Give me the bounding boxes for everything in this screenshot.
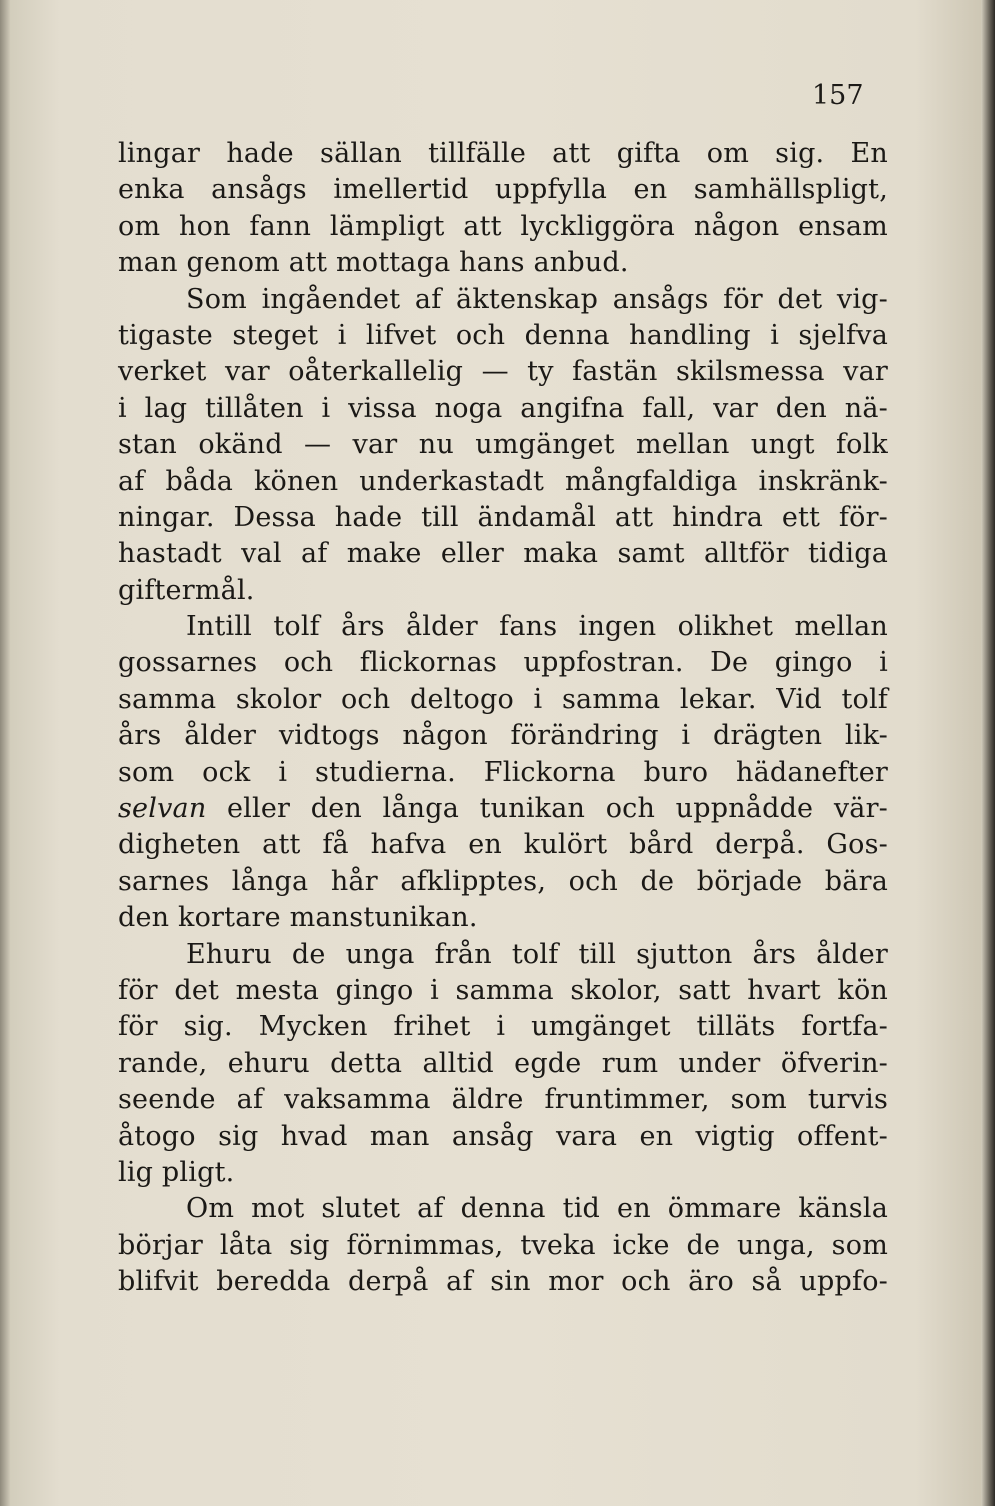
text-line: hastadt val af make eller maka samt alltför tidiga [118,538,888,570]
text-line: åtogo sig hvad man ansåg vara en vigtig offent- [118,1120,888,1152]
page-number: 157 [812,80,864,111]
text-line: Ehuru de unga från tolf till sjutton års ålder [186,938,888,970]
text-line: man genom att mottaga hans anbud. [118,247,629,279]
text-line-rest: eller den långa tunikan och uppnådde vär- [206,793,888,825]
text-line: Som ingåendet af äktenskap ansågs för det vig- [186,283,888,315]
text-line: tigaste steget i lifvet och denna handling i sjelfva [118,319,888,351]
text-line: giftermål. [118,574,255,606]
text-line: digheten att få hafva en kulört bård derpå. Gos- [118,829,888,861]
text-line: Om mot slutet af denna tid en ömmare känsla [186,1193,888,1225]
text-line: års ålder vidtogs någon förändring i drägten lik- [118,720,888,752]
text-line: verket var oåterkallelig — ty fastän skilsmessa var [118,356,888,388]
text-line: enka ansågs imellertid uppfylla en samhällspligt, [118,174,888,206]
text-line [118,791,888,827]
text-line: seende af vaksamma äldre fruntimmer, som turvis [118,1084,888,1116]
text-line: gossarnes och flickornas uppfostran. De gingo i [118,647,888,679]
text-line: om hon fann lämpligt att lyckliggöra någon ensam [118,210,888,242]
text-line: samma skolor och deltogo i samma lekar. Vid tolf [118,683,888,715]
text-line: blifvit beredda derpå af sin mor och äro så uppfo- [118,1266,888,1298]
italic-word: selvan [118,793,207,825]
text-line: Intill tolf års ålder fans ingen olikhet mellan [186,611,888,643]
text-line: ningar. Dessa hade till ändamål att hindra ett för- [118,501,888,533]
text-line: lig pligt. [118,1156,235,1188]
text-line: i lag tillåten i vissa noga angifna fall, var den nä- [118,392,888,424]
text-line: som ock i studierna. Flickorna buro hädanefter [118,756,888,788]
text-line: sarnes långa hår afklipptes, och de började bära [118,865,888,897]
body-text [118,136,888,1301]
text-line: för det mesta gingo i samma skolor, satt hvart kön [118,974,888,1006]
text-line: börjar låta sig förnimmas, tveka icke de unga, som [118,1229,888,1261]
text-line: den kortare manstunikan. [118,902,478,934]
text-line: lingar hade sällan tillfälle att gifta om sig. En [118,138,888,169]
text-line: rande, ehuru detta alltid egde rum under öfverin- [118,1047,888,1079]
text-line: af båda könen underkastadt mångfaldiga inskränk- [118,465,888,497]
text-line: stan okänd — var nu umgänget mellan ungt folk [118,429,888,461]
text-line: för sig. Mycken frihet i umgänget tilläts fortfa- [118,1011,888,1043]
